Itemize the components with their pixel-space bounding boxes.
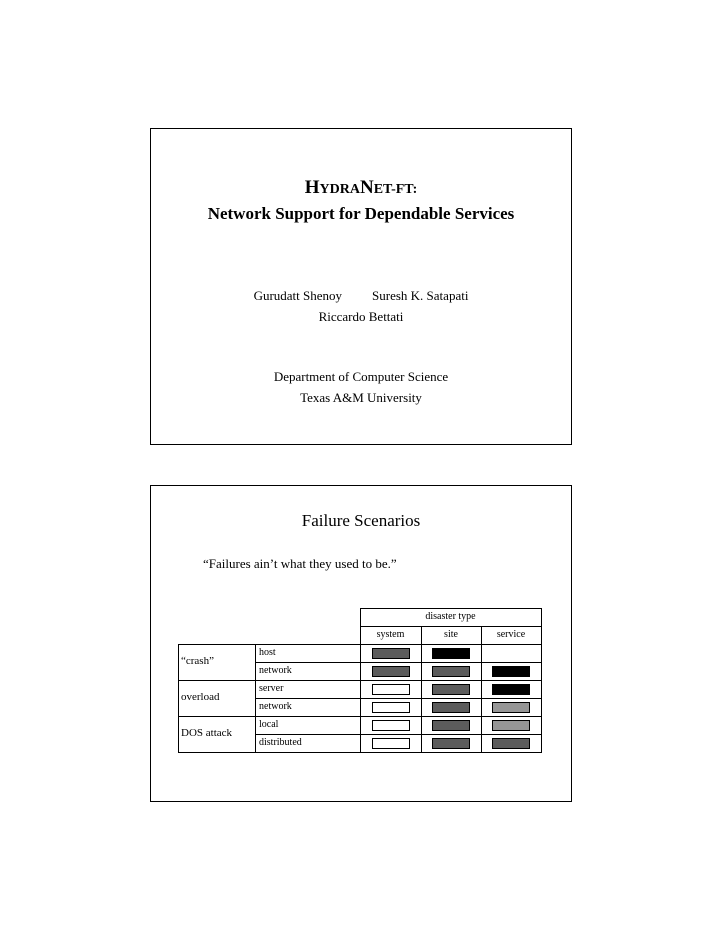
- slide-subtitle: Network Support for Dependable Services: [207, 204, 515, 223]
- author-name: Suresh K. Satapati: [372, 288, 469, 303]
- row-group-label: “crash”: [181, 655, 214, 667]
- severity-swatch: [432, 738, 470, 749]
- severity-swatch: [372, 720, 410, 731]
- column-header: site: [444, 629, 458, 640]
- severity-swatch: [372, 684, 410, 695]
- severity-swatch: [492, 684, 530, 695]
- column-header: system: [376, 629, 405, 640]
- row-group-label: DOS attack: [181, 727, 233, 739]
- slide-title: [151, 177, 571, 199]
- row-label: distributed: [259, 737, 302, 748]
- row-group-label: overload: [181, 691, 220, 703]
- table-gridline: [255, 734, 542, 735]
- severity-swatch: [492, 702, 530, 713]
- table-gridline: [178, 716, 542, 717]
- authors-row: [151, 288, 571, 304]
- table-gridline: [360, 608, 542, 609]
- severity-swatch: [492, 738, 530, 749]
- title-part: N: [359, 177, 374, 198]
- severity-swatch: [492, 666, 530, 677]
- row-label: network: [259, 665, 292, 676]
- author-name: Gurudatt Shenoy: [253, 288, 343, 303]
- column-header: service: [496, 629, 526, 640]
- failure-scenarios-slide: [150, 485, 572, 802]
- table-gridline: [178, 680, 542, 681]
- university: Texas A&M University: [300, 390, 422, 405]
- severity-swatch: [432, 666, 470, 677]
- row-label: local: [259, 719, 279, 730]
- severity-swatch: [372, 648, 410, 659]
- severity-swatch: [372, 666, 410, 677]
- severity-swatch: [492, 720, 530, 731]
- column-group-header: disaster type: [425, 611, 476, 622]
- title-part: YDRA: [319, 182, 360, 197]
- table-gridline: [255, 698, 542, 699]
- table-gridline: [178, 752, 542, 753]
- severity-swatch: [432, 648, 470, 659]
- slide-title: Failure Scenarios: [301, 511, 421, 530]
- title-part: H: [304, 177, 320, 198]
- quote: “Failures ain’t what they used to be.”: [203, 556, 397, 571]
- severity-swatch: [372, 702, 410, 713]
- title-slide: [150, 128, 572, 445]
- row-label: network: [259, 701, 292, 712]
- table-gridline: [255, 662, 542, 663]
- table-gridline: [360, 626, 542, 627]
- severity-swatch: [432, 684, 470, 695]
- department: Department of Computer Science: [273, 369, 449, 384]
- row-label: server: [259, 683, 284, 694]
- author-name: Riccardo Bettati: [318, 309, 404, 324]
- title-part: ET-FT:: [373, 182, 418, 197]
- severity-swatch: [432, 720, 470, 731]
- table-gridline: [178, 644, 179, 752]
- severity-swatch: [372, 738, 410, 749]
- table-gridline: [541, 608, 542, 644]
- severity-swatch: [432, 702, 470, 713]
- row-label: host: [259, 647, 276, 658]
